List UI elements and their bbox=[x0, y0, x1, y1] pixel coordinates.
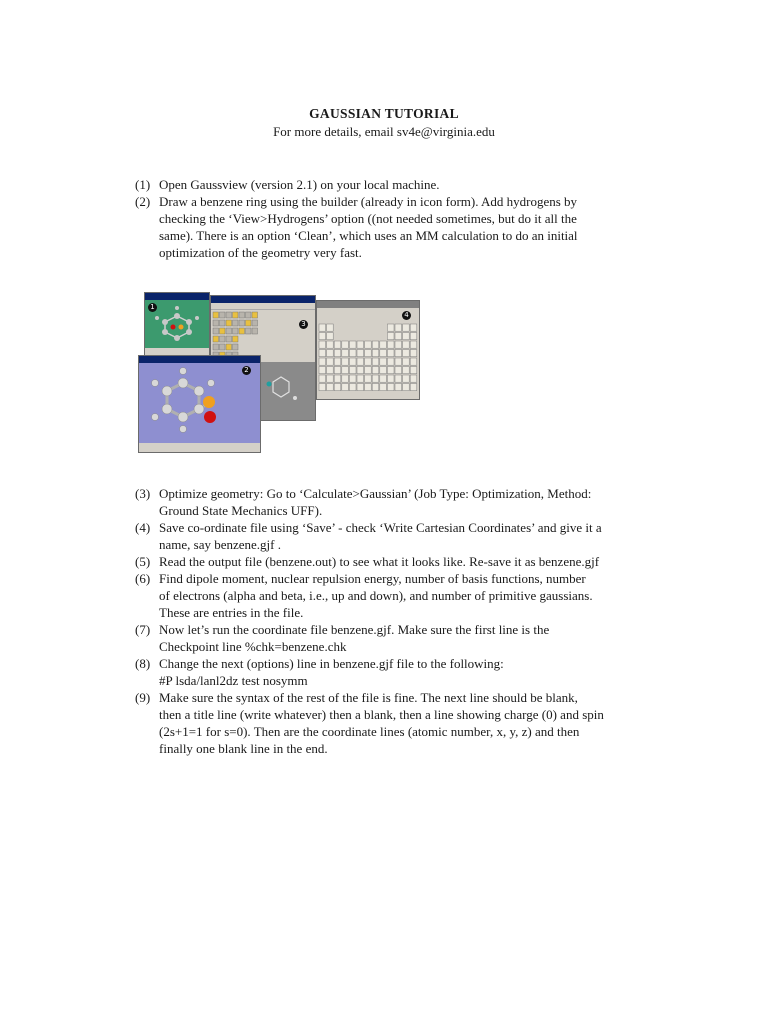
toolbar-icon bbox=[252, 328, 258, 334]
step-text-line: These are entries in the file. bbox=[159, 605, 304, 620]
periodic-cell bbox=[372, 350, 379, 357]
toolbar-icon bbox=[246, 320, 252, 326]
purple-molecule-view bbox=[139, 363, 260, 452]
step-number: (5) bbox=[135, 554, 151, 569]
periodic-cell bbox=[387, 350, 394, 357]
periodic-cell bbox=[403, 324, 410, 331]
step-item bbox=[135, 553, 656, 570]
periodic-cell bbox=[349, 384, 356, 391]
step-text-line: Make sure the syntax of the rest of the file is fine. The next line should be blank, bbox=[159, 690, 578, 705]
periodic-cell bbox=[319, 333, 326, 340]
toolbar-icon bbox=[239, 320, 245, 326]
periodic-cell bbox=[395, 324, 402, 331]
toolbar-icon bbox=[220, 328, 226, 334]
toolbar-icon bbox=[213, 344, 219, 350]
periodic-cell bbox=[349, 367, 356, 374]
step-item bbox=[135, 519, 656, 553]
periodic-cell bbox=[403, 367, 410, 374]
step-text-line: Save co-ordinate file using ‘Save’ - check ‘Write Cartesian Coordinates’ and give it a bbox=[159, 520, 602, 535]
step-text-line: Open Gaussview (version 2.1) on your local machine. bbox=[159, 177, 440, 192]
periodic-cell bbox=[395, 375, 402, 382]
step-text bbox=[159, 553, 656, 570]
step-text bbox=[159, 655, 656, 689]
periodic-cell bbox=[349, 358, 356, 365]
periodic-cell bbox=[334, 341, 341, 348]
periodic-cell bbox=[395, 350, 402, 357]
periodic-cell bbox=[380, 384, 387, 391]
periodic-cell bbox=[410, 358, 417, 365]
steps-list-2 bbox=[135, 485, 656, 757]
periodic-cell bbox=[342, 341, 349, 348]
periodic-cell bbox=[380, 350, 387, 357]
badge-4: 4 bbox=[402, 311, 411, 320]
periodic-cell bbox=[403, 350, 410, 357]
toolbar-icon bbox=[220, 320, 226, 326]
toolbar-icon bbox=[226, 312, 232, 318]
toolbar-icon bbox=[213, 312, 219, 318]
periodic-cell bbox=[387, 324, 394, 331]
periodic-cell bbox=[403, 375, 410, 382]
step-text-line: of electrons (alpha and beta, i.e., up and down), and number of primitive gaussians. bbox=[159, 588, 593, 603]
periodic-cell bbox=[319, 375, 326, 382]
toolbar-icon bbox=[226, 328, 232, 334]
periodic-cell bbox=[372, 375, 379, 382]
periodic-cell bbox=[365, 367, 372, 374]
periodic-cell bbox=[387, 341, 394, 348]
step-text-line: Find dipole moment, nuclear repulsion energy, number of basis functions, number bbox=[159, 571, 586, 586]
periodic-cell bbox=[410, 341, 417, 348]
step-number: (6) bbox=[135, 571, 151, 586]
step-text-line: optimization of the geometry very fast. bbox=[159, 245, 362, 260]
page-subtitle: For more details, email sv4e@virginia.edu bbox=[273, 124, 495, 139]
periodic-cell bbox=[327, 375, 334, 382]
toolbar-icon bbox=[246, 328, 252, 334]
toolbar-icon bbox=[213, 328, 219, 334]
periodic-cell bbox=[372, 367, 379, 374]
periodic-cell bbox=[327, 358, 334, 365]
toolbar-icon bbox=[233, 312, 239, 318]
periodic-cell bbox=[387, 384, 394, 391]
periodic-cell bbox=[380, 367, 387, 374]
periodic-cell bbox=[327, 367, 334, 374]
step-text-line: name, say benzene.gjf . bbox=[159, 537, 282, 552]
step-number: (2) bbox=[135, 194, 151, 209]
periodic-cell bbox=[319, 358, 326, 365]
toolbar-icon bbox=[213, 320, 219, 326]
step-text-line: Optimize geometry: Go to ‘Calculate>Gaussian’ (Job Type: Optimization, Method: bbox=[159, 486, 592, 501]
purple-molecule-window bbox=[138, 355, 261, 453]
periodic-cell bbox=[410, 367, 417, 374]
periodic-cell bbox=[365, 341, 372, 348]
step-number: (8) bbox=[135, 656, 151, 671]
toolbar-icon bbox=[233, 336, 239, 342]
step-item bbox=[135, 655, 656, 689]
gaussview-screenshot-figure bbox=[138, 292, 420, 452]
step-text bbox=[159, 485, 656, 519]
badge-3: 3 bbox=[299, 320, 308, 329]
step-text bbox=[159, 689, 656, 757]
periodic-cell bbox=[342, 375, 349, 382]
periodic-cell bbox=[395, 341, 402, 348]
periodic-cell bbox=[334, 350, 341, 357]
toolbar-icon bbox=[233, 344, 239, 350]
periodic-cell bbox=[387, 358, 394, 365]
periodic-cell bbox=[327, 324, 334, 331]
step-text bbox=[159, 176, 656, 193]
step-text-line: Draw a benzene ring using the builder (already in icon form). Add hydrogens by bbox=[159, 194, 578, 209]
periodic-cell bbox=[327, 333, 334, 340]
periodic-cell bbox=[395, 358, 402, 365]
periodic-cell bbox=[334, 375, 341, 382]
toolbar-icon bbox=[226, 344, 232, 350]
periodic-cell bbox=[380, 375, 387, 382]
periodic-cell bbox=[342, 350, 349, 357]
badge-2: 2 bbox=[242, 366, 251, 375]
periodic-cell bbox=[349, 375, 356, 382]
periodic-cell bbox=[365, 350, 372, 357]
periodic-cell bbox=[319, 350, 326, 357]
periodic-cell bbox=[403, 358, 410, 365]
step-item bbox=[135, 570, 656, 621]
periodic-cell bbox=[319, 384, 326, 391]
toolbar-icon bbox=[233, 320, 239, 326]
periodic-cell bbox=[365, 375, 372, 382]
step-number: (1) bbox=[135, 177, 151, 192]
periodic-cell bbox=[395, 384, 402, 391]
toolbar-icon bbox=[213, 336, 219, 342]
periodic-cell bbox=[357, 375, 364, 382]
page-title: GAUSSIAN TUTORIAL bbox=[309, 106, 459, 121]
step-text bbox=[159, 570, 656, 621]
periodic-cell bbox=[349, 350, 356, 357]
periodic-cell bbox=[357, 350, 364, 357]
toolbar-icon bbox=[233, 328, 239, 334]
step-number: (9) bbox=[135, 690, 151, 705]
periodic-cell bbox=[319, 324, 326, 331]
step-item bbox=[135, 689, 656, 757]
step-text-line: Ground State Mechanics UFF). bbox=[159, 503, 323, 518]
periodic-cell bbox=[349, 341, 356, 348]
periodic-cell bbox=[357, 367, 364, 374]
periodic-cell bbox=[357, 384, 364, 391]
step-text bbox=[159, 621, 656, 655]
step-item bbox=[135, 621, 656, 655]
periodic-table-grid bbox=[317, 308, 419, 399]
toolbar-icon bbox=[226, 336, 232, 342]
periodic-cell bbox=[387, 367, 394, 374]
periodic-cell bbox=[372, 384, 379, 391]
periodic-cell bbox=[410, 333, 417, 340]
step-text-line: same). There is an option ‘Clean’, which uses an MM calculation to do an initial bbox=[159, 228, 578, 243]
step-text bbox=[159, 519, 656, 553]
step-number: (3) bbox=[135, 486, 151, 501]
periodic-cell bbox=[327, 350, 334, 357]
periodic-cell bbox=[387, 375, 394, 382]
step-text-line: Read the output file (benzene.out) to see what it looks like. Re-save it as benzene.gjf bbox=[159, 554, 600, 569]
periodic-table-window bbox=[316, 300, 420, 400]
steps-list-1 bbox=[135, 176, 656, 261]
step-text-line: checking the ‘View>Hydrogens’ option ((not needed sometimes, but do it all the bbox=[159, 211, 577, 226]
periodic-cell bbox=[365, 358, 372, 365]
periodic-cell bbox=[410, 384, 417, 391]
step-item bbox=[135, 485, 656, 519]
toolbar-icon bbox=[239, 328, 245, 334]
green-molecule-window bbox=[144, 292, 210, 356]
periodic-cell bbox=[410, 350, 417, 357]
periodic-cell bbox=[334, 358, 341, 365]
step-text-line: Change the next (options) line in benzene.gjf file to the following: bbox=[159, 656, 504, 671]
step-number: (7) bbox=[135, 622, 151, 637]
periodic-cell bbox=[387, 333, 394, 340]
periodic-cell bbox=[403, 341, 410, 348]
periodic-cell bbox=[319, 367, 326, 374]
step-number: (4) bbox=[135, 520, 151, 535]
periodic-cell bbox=[380, 341, 387, 348]
periodic-cell bbox=[334, 384, 341, 391]
periodic-cell bbox=[372, 358, 379, 365]
toolbar-icon bbox=[252, 312, 258, 318]
toolbar-icon bbox=[220, 344, 226, 350]
toolbar-icon bbox=[220, 336, 226, 342]
periodic-cell bbox=[372, 341, 379, 348]
toolbar-icon bbox=[220, 312, 226, 318]
badge-1: 1 bbox=[148, 303, 157, 312]
periodic-cell bbox=[327, 384, 334, 391]
periodic-cell bbox=[380, 358, 387, 365]
step-item bbox=[135, 176, 656, 193]
toolbar-icon bbox=[246, 312, 252, 318]
periodic-cell bbox=[342, 367, 349, 374]
periodic-cell bbox=[403, 384, 410, 391]
periodic-cell bbox=[410, 324, 417, 331]
periodic-cell bbox=[327, 341, 334, 348]
toolbar-icon bbox=[252, 320, 258, 326]
periodic-cell bbox=[334, 367, 341, 374]
periodic-cell bbox=[357, 358, 364, 365]
step-text-line: finally one blank line in the end. bbox=[159, 741, 328, 756]
periodic-cell bbox=[410, 375, 417, 382]
periodic-cell bbox=[342, 384, 349, 391]
step-text-line: Checkpoint line %chk=benzene.chk bbox=[159, 639, 347, 654]
periodic-cell bbox=[357, 341, 364, 348]
step-text-line: Now let’s run the coordinate file benzene.gjf. Make sure the first line is the bbox=[159, 622, 550, 637]
step-item bbox=[135, 193, 656, 261]
periodic-cell bbox=[342, 358, 349, 365]
periodic-cell bbox=[395, 333, 402, 340]
step-text-line: then a title line (write whatever) then a blank, then a line showing charge (0) and spin bbox=[159, 707, 604, 722]
step-text-line: #P lsda/lanl2dz test nosymm bbox=[159, 673, 308, 688]
step-text-line: (2s+1=1 for s=0). Then are the coordinate lines (atomic number, x, y, z) and then bbox=[159, 724, 580, 739]
periodic-cell bbox=[319, 341, 326, 348]
periodic-cell bbox=[403, 333, 410, 340]
step-text bbox=[159, 193, 656, 261]
periodic-cell bbox=[395, 367, 402, 374]
toolbar-icon bbox=[226, 320, 232, 326]
periodic-cell bbox=[365, 384, 372, 391]
toolbar-icon bbox=[239, 312, 245, 318]
